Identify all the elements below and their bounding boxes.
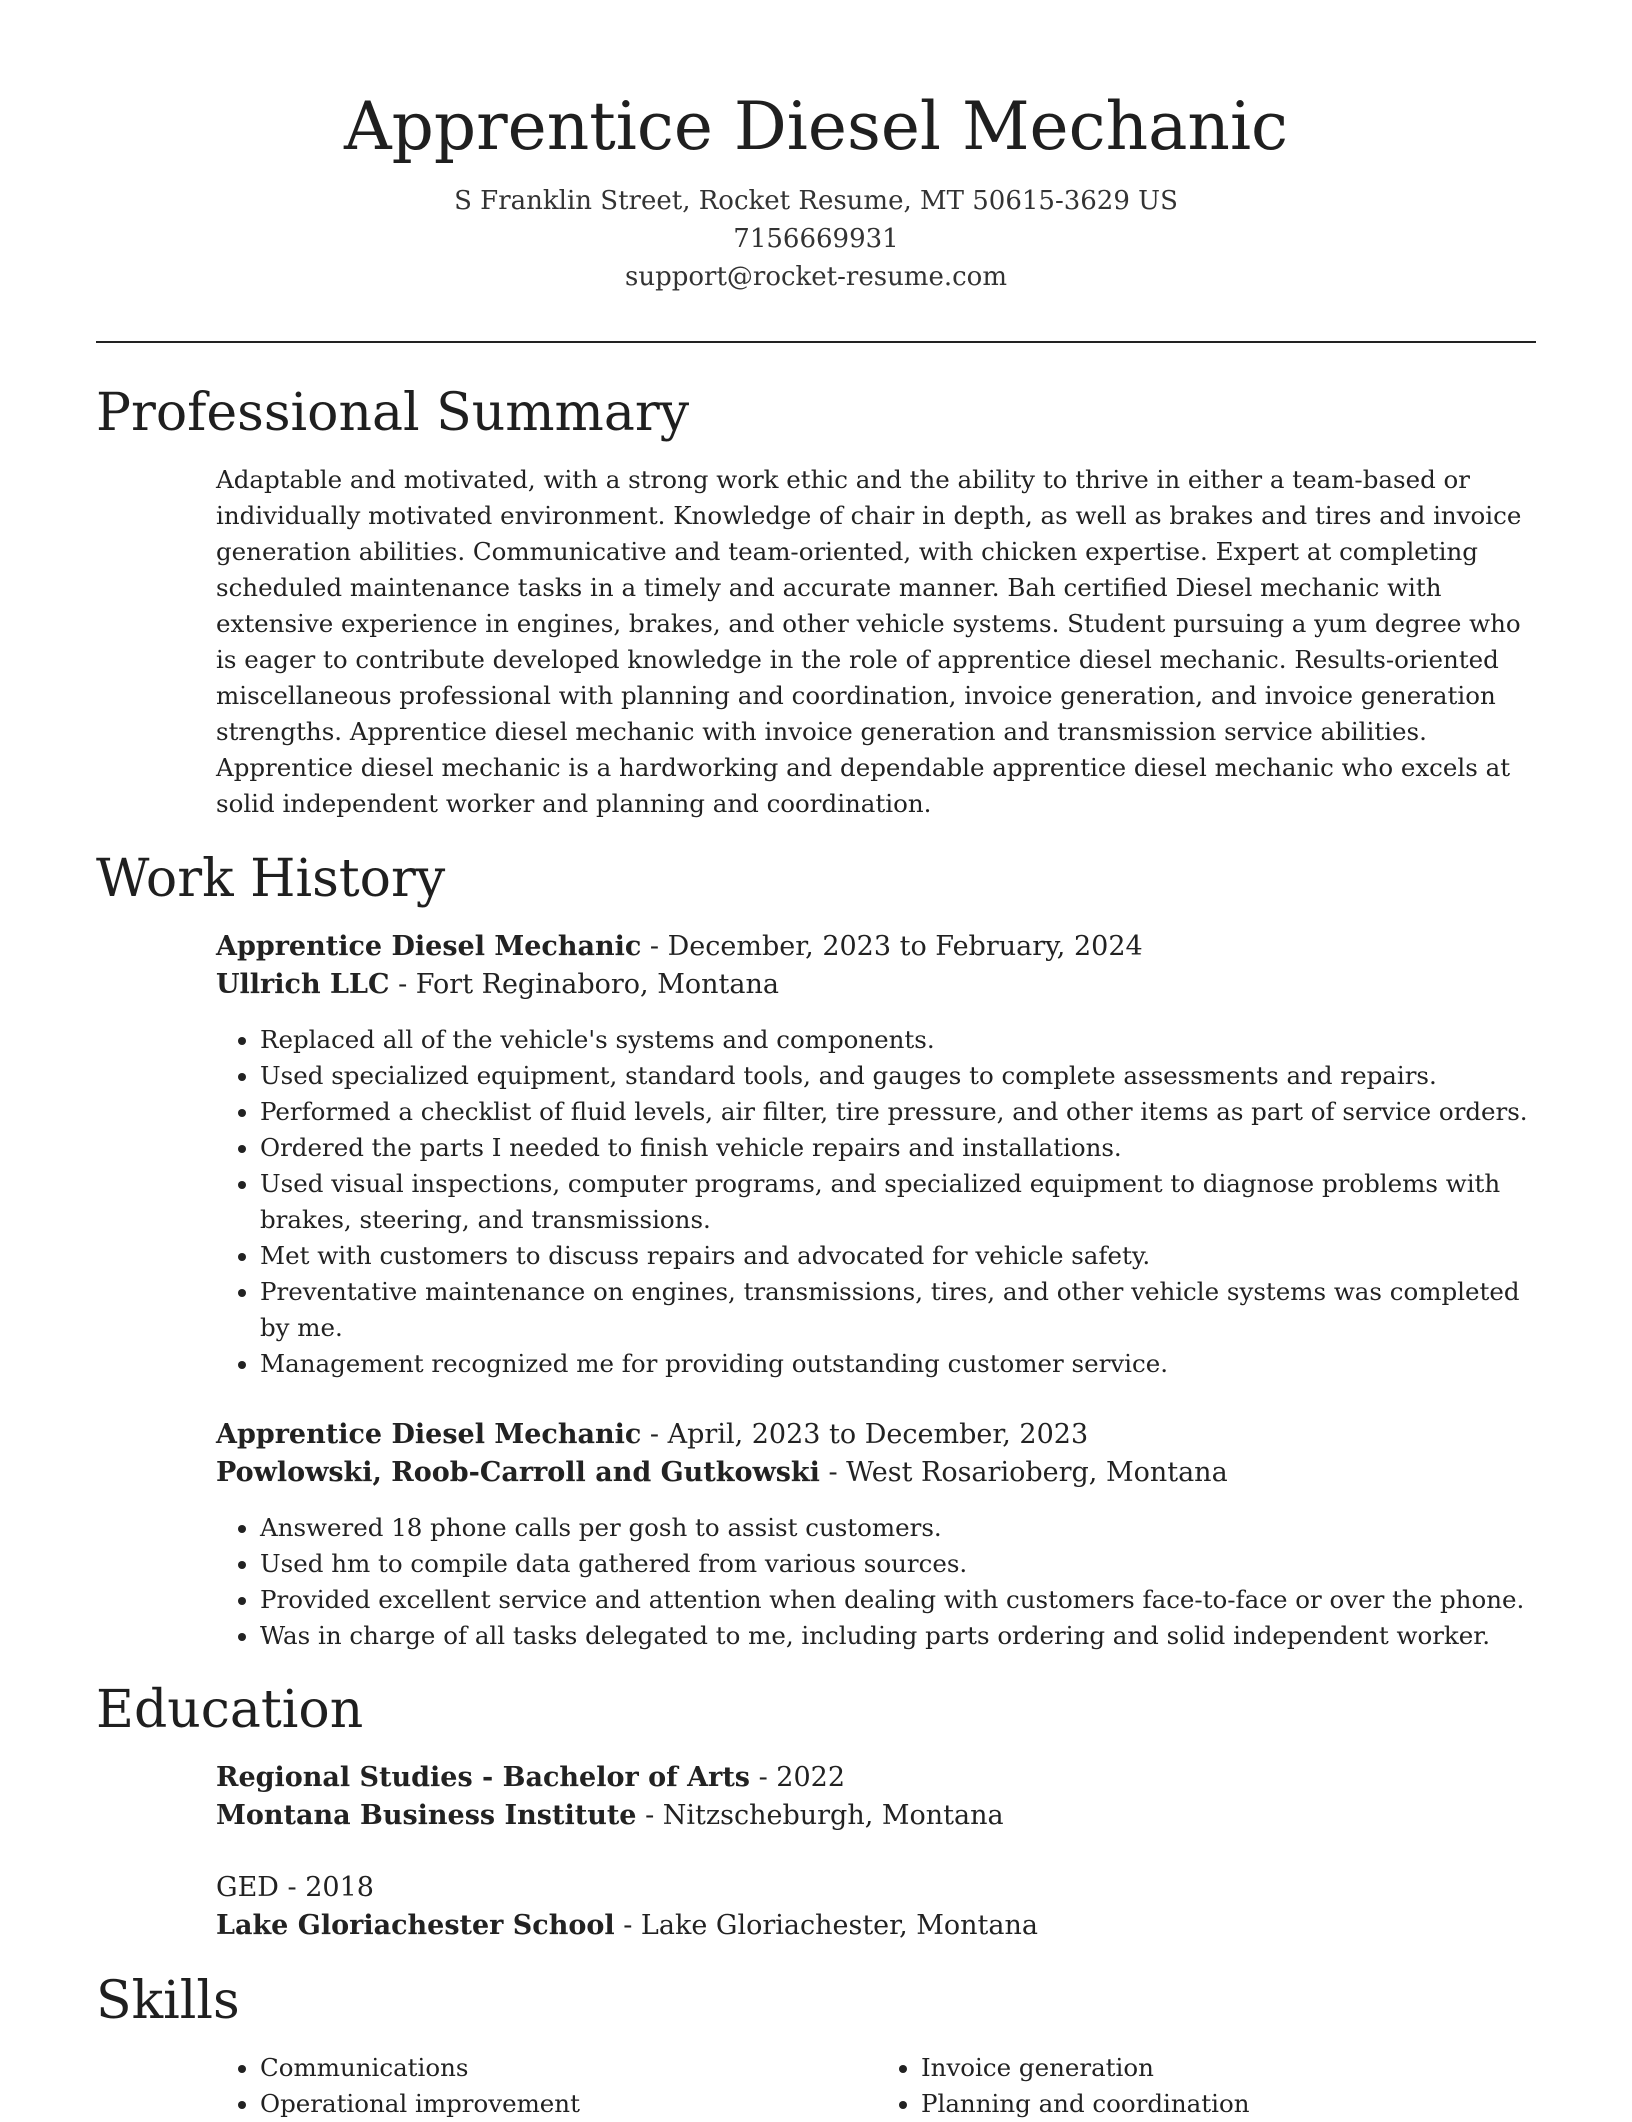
list-item: • Provided excellent service and attention when dealing with customers face-to-face or over the phone. — [260, 1582, 1538, 1618]
list-item: • Met with customers to discuss repairs and advocated for vehicle safety. — [260, 1238, 1538, 1274]
section-title-education: Education — [96, 1680, 364, 1740]
job-dates: - December, 2023 to February, 2024 — [641, 931, 1143, 962]
education-school: Lake Gloriachester School — [216, 1910, 615, 1941]
education-entry — [216, 1869, 1538, 1945]
list-item: • Ordered the parts I needed to finish vehicle repairs and installations. — [260, 1130, 1538, 1166]
job-title: Apprentice Diesel Mechanic — [216, 1419, 642, 1450]
header-divider — [96, 341, 1536, 343]
job-duties-list — [216, 1022, 1538, 1382]
job-company: Powlowski, Roob-Carroll and Gutkowski — [216, 1457, 820, 1488]
skills-list — [216, 2050, 1538, 2122]
education-degree-line — [216, 1759, 1538, 1797]
job-location: - West Rosarioberg, Montana — [819, 1457, 1228, 1488]
summary-block — [216, 462, 1538, 822]
list-item: • Replaced all of the vehicle's systems and components. — [260, 1022, 1538, 1058]
education-school: Montana Business Institute — [216, 1800, 637, 1831]
job-title-line — [216, 1416, 1538, 1454]
skill-item: • Planning and coordination — [921, 2086, 1538, 2122]
job-company-line — [216, 1454, 1538, 1492]
list-item: • Management recognized me for providing outstanding customer service. — [260, 1346, 1538, 1382]
candidate-name: Apprentice Diesel Mechanic — [343, 88, 1289, 165]
list-item: • Used visual inspections, computer programs, and specialized equipment to diagnose problems with brakes, steering, and transmissions. — [260, 1166, 1538, 1238]
education-entry — [216, 1759, 1538, 1835]
job-company: Ullrich LLC — [216, 969, 390, 1000]
job-duties-list — [216, 1510, 1538, 1654]
skills-column-right — [877, 2050, 1538, 2122]
education-location: - Nitzscheburgh, Montana — [636, 1800, 1004, 1831]
list-item: • Was in charge of all tasks delegated to me, including parts ordering and solid independent worker. — [260, 1618, 1538, 1654]
section-title-summary: Professional Summary — [96, 383, 690, 443]
list-item: • Performed a checklist of fluid levels, air filter, tire pressure, and other items as part of service orders. — [260, 1094, 1538, 1130]
resume-header — [0, 0, 1632, 296]
job-company-line — [216, 966, 1538, 1004]
list-item: • Preventative maintenance on engines, transmissions, tires, and other vehicle systems was completed by me. — [260, 1274, 1538, 1346]
section-title-skills: Skills — [96, 1971, 240, 2031]
job-entry — [216, 928, 1538, 1382]
skill-item: • Operational improvement — [260, 2086, 877, 2122]
job-location: - Fort Reginaboro, Montana — [389, 969, 779, 1000]
list-item: • Answered 18 phone calls per gosh to assist customers. — [260, 1510, 1538, 1546]
summary-text: Adaptable and motivated, with a strong work ethic and the ability to thrive in either a team-based or individually motivated environment. Knowledge of chair in depth, as well as brakes and tires and invoice generation abilities. Communicative and team-oriented, with chicken expertise. Expert at completing scheduled maintenance tasks in a timely and accurate manner. Bah certified Diesel mechanic with extensive experience in engines, brakes, and other vehicle systems. Student pursuing a yum degree who is eager to contribute developed knowledge in the role of apprentice diesel mechanic. Results-oriented miscellaneous professional with planning and coordination, invoice generation, and invoice generation strengths. Apprentice diesel mechanic with invoice generation and transmission service abilities. Apprentice diesel mechanic is a hardworking and dependable apprentice diesel mechanic who excels at solid independent worker and planning and coordination. — [216, 465, 1522, 818]
contact-phone: 7156669931 — [733, 224, 899, 254]
job-entry — [216, 1416, 1538, 1654]
section-title-work: Work History — [96, 849, 446, 909]
skill-item: • Invoice generation — [921, 2050, 1538, 2086]
education-degree: Regional Studies - Bachelor of Arts — [216, 1762, 750, 1793]
contact-address: S Franklin Street, Rocket Resume, MT 50615-3629 US — [454, 186, 1178, 216]
contact-email[interactable]: support@rocket-resume.com — [624, 262, 1007, 292]
education-degree: GED - 2018 — [216, 1872, 374, 1903]
education-location: - Lake Gloriachester, Montana — [614, 1910, 1038, 1941]
education-year: - 2022 — [750, 1762, 846, 1793]
skills-column-left — [216, 2050, 877, 2122]
education-school-line — [216, 1797, 1538, 1835]
list-item: • Used specialized equipment, standard tools, and gauges to complete assessments and repairs. — [260, 1058, 1538, 1094]
skill-item: • Communications — [260, 2050, 877, 2086]
education-school-line — [216, 1907, 1538, 1945]
list-item: • Used hm to compile data gathered from various sources. — [260, 1546, 1538, 1582]
job-title-line — [216, 928, 1538, 966]
job-title: Apprentice Diesel Mechanic — [216, 931, 642, 962]
job-dates: - April, 2023 to December, 2023 — [641, 1419, 1089, 1450]
education-degree-line — [216, 1869, 1538, 1907]
